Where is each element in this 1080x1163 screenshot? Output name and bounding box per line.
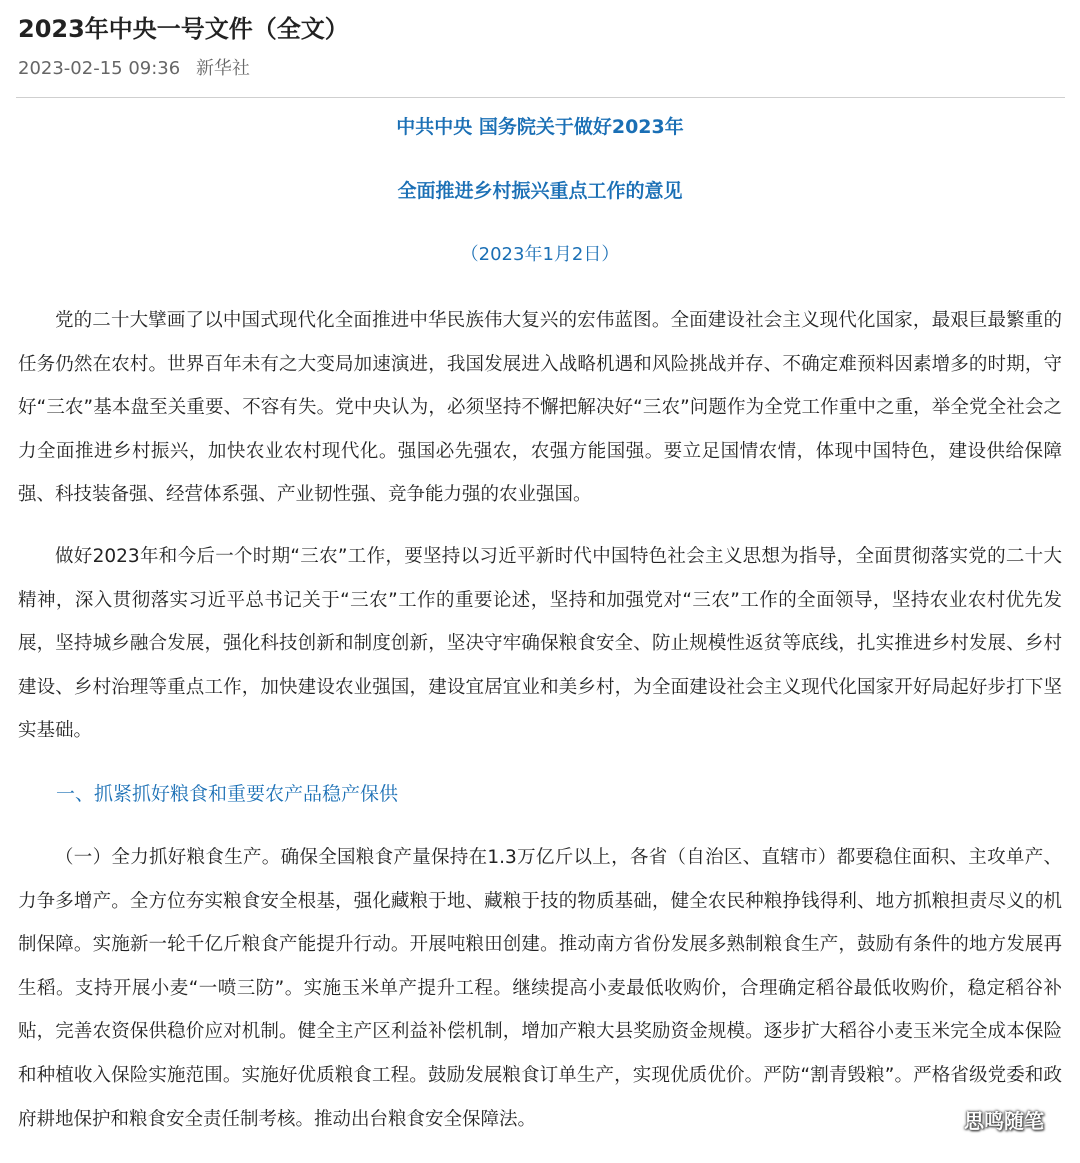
- header-divider: [16, 97, 1065, 98]
- watermark-text: 思鸣随笔: [964, 1108, 1044, 1133]
- document-heading-line1: 中共中央 国务院关于做好2023年: [396, 116, 684, 138]
- article-meta: [18, 55, 250, 83]
- article-title: 2023年中央一号文件（全文）: [18, 15, 349, 43]
- publish-date: 2023-02-15 09:36: [18, 58, 181, 79]
- watermark: [918, 1100, 1050, 1138]
- article-source: 新华社: [195, 58, 250, 79]
- document-date: （2023年1月2日）: [460, 244, 620, 265]
- section-heading-1: 一、抓紧抓好粮食和重要农产品稳产保供: [56, 783, 399, 805]
- paragraph-guidance: 做好2023年和今后一个时期“三农”工作，要坚持以习近平新时代中国特色社会主义思想为指导，全面贯彻落实党的二十大精神，深入贯彻落实习近平总书记关于“三农”工作的重要论述，坚持和加强党对“三农”工作的全面领导，坚持农业农村优先发展，坚持城乡融合发展，强化科技创新和制度创新，坚决守牢确保粮食安全、防止规模性返贫等底线，扎实推进乡村发展、乡村建设、乡村治理等重点工作，加快建设农业强国，建设宜居宜业和美乡村，为全面建设社会主义现代化国家开好局起好步打下坚实基础。: [18, 546, 1062, 742]
- paragraph-grain-production: （一）全力抓好粮食生产。确保全国粮食产量保持在1.3万亿斤以上，各省（自治区、直辖市）都要稳住面积、主攻单产、力争多增产。全方位夯实粮食安全根基，强化藏粮于地、藏粮于技的物质基础，健全农民种粮挣钱得利、地方抓粮担责尽义的机制保障。实施新一轮千亿斤粮食产能提升行动。开展吨粮田创建。推动南方省份发展多熟制粮食生产，鼓励有条件的地方发展再生稻。支持开展小麦“一喷三防”。实施玉米单产提升工程。继续提高小麦最低收购价，合理确定稻谷最低收购价，稳定稻谷补贴，完善农资保供稳价应对机制。健全主产区利益补偿机制，增加产粮大县奖励资金规模。逐步扩大稻谷小麦玉米完全成本保险和种植收入保险实施范围。实施好优质粮食工程。鼓励发展粮食订单生产，实现优质优价。严防“割青毁粮”。严格省级党委和政府耕地保护和粮食安全责任制考核。推动出台粮食安全保障法。: [18, 847, 1062, 1130]
- wechat-icon: [924, 1106, 958, 1132]
- document-heading-line2: 全面推进乡村振兴重点工作的意见: [397, 180, 683, 202]
- paragraph-intro: 党的二十大擘画了以中国式现代化全面推进中华民族伟大复兴的宏伟蓝图。全面建设社会主义现代化国家，最艰巨最繁重的任务仍然在农村。世界百年未有之大变局加速演进，我国发展进入战略机遇和风险挑战并存、不确定难预料因素增多的时期，守好“三农”基本盘至关重要、不容有失。党中央认为，必须坚持不懈把解决好“三农”问题作为全党工作重中之重，举全党全社会之力全面推进乡村振兴，加快农业农村现代化。强国必先强农，农强方能国强。要立足国情农情，体现中国特色，建设供给保障强、科技装备强、经营体系强、产业韧性强、竞争能力强的农业强国。: [18, 310, 1062, 506]
